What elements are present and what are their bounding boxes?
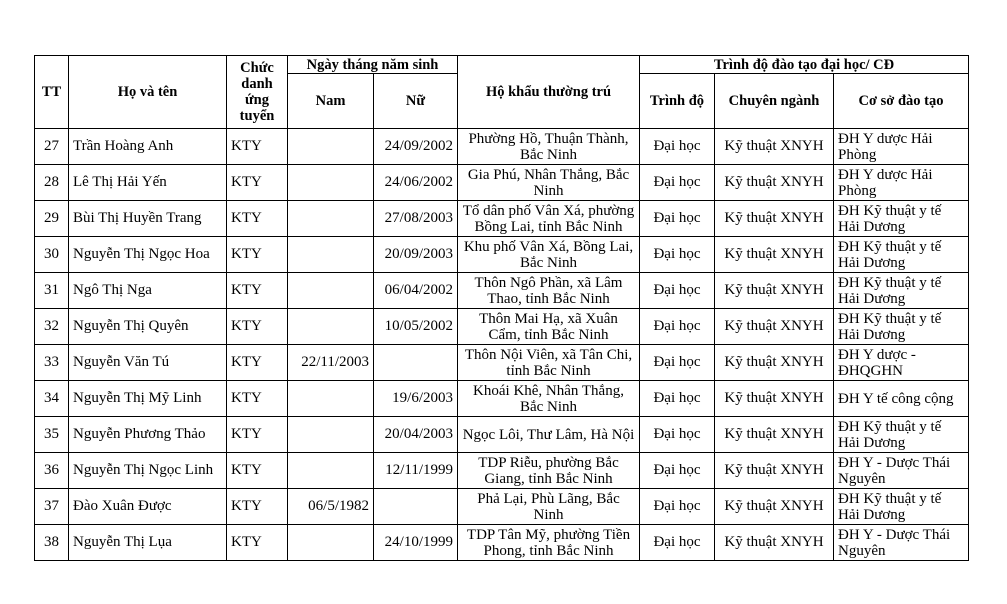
- cell-address: TDP Tân Mỹ, phường Tiền Phong, tỉnh Bắc Ninh: [458, 525, 640, 561]
- cell-tt: 37: [35, 489, 69, 525]
- header-position: Chức danh ứng tuyển: [227, 56, 288, 129]
- cell-name: Nguyễn Thị Ngọc Hoa: [69, 237, 227, 273]
- table-row: [35, 129, 969, 165]
- cell-school: ĐH Y - Dược Thái Nguyên: [834, 453, 969, 489]
- cell-dob-male: [288, 309, 374, 345]
- cell-tt: 28: [35, 165, 69, 201]
- cell-position: KTY: [227, 417, 288, 453]
- cell-address: Khu phố Vân Xá, Bồng Lai, Bắc Ninh: [458, 237, 640, 273]
- header-edu-group: Trình độ đào tạo đại học/ CĐ: [640, 56, 969, 74]
- cell-address: Khoái Khê, Nhân Thắng, Bắc Ninh: [458, 381, 640, 417]
- table-row: [35, 453, 969, 489]
- header-dob-group: Ngày tháng năm sinh: [288, 56, 458, 74]
- header-major: Chuyên ngành: [715, 74, 834, 129]
- cell-address: Gia Phú, Nhân Thắng, Bắc Ninh: [458, 165, 640, 201]
- cell-level: Đại học: [640, 489, 715, 525]
- cell-dob-female: [374, 489, 458, 525]
- cell-level: Đại học: [640, 381, 715, 417]
- cell-major: Kỹ thuật XNYH: [715, 309, 834, 345]
- header-tt: TT: [35, 56, 69, 129]
- cell-address: Thôn Nội Viên, xã Tân Chi, tỉnh Bắc Ninh: [458, 345, 640, 381]
- cell-name: Nguyễn Thị Quyên: [69, 309, 227, 345]
- cell-address: Thôn Mai Hạ, xã Xuân Cẩm, tỉnh Bắc Ninh: [458, 309, 640, 345]
- cell-dob-male: [288, 129, 374, 165]
- cell-major: Kỹ thuật XNYH: [715, 525, 834, 561]
- cell-dob-male: [288, 381, 374, 417]
- header-name: Họ và tên: [69, 56, 227, 129]
- cell-position: KTY: [227, 273, 288, 309]
- cell-tt: 30: [35, 237, 69, 273]
- table-row: [35, 165, 969, 201]
- cell-tt: 29: [35, 201, 69, 237]
- cell-name: Ngô Thị Nga: [69, 273, 227, 309]
- cell-dob-female: 24/06/2002: [374, 165, 458, 201]
- cell-dob-male: [288, 273, 374, 309]
- cell-major: Kỹ thuật XNYH: [715, 453, 834, 489]
- cell-tt: 36: [35, 453, 69, 489]
- cell-level: Đại học: [640, 345, 715, 381]
- cell-major: Kỹ thuật XNYH: [715, 165, 834, 201]
- candidate-table: [34, 55, 969, 561]
- cell-dob-female: 20/04/2003: [374, 417, 458, 453]
- cell-school: ĐH Kỹ thuật y tế Hải Dương: [834, 489, 969, 525]
- cell-address: Phường Hồ, Thuận Thành, Bắc Ninh: [458, 129, 640, 165]
- cell-level: Đại học: [640, 165, 715, 201]
- cell-school: ĐH Kỹ thuật y tế Hải Dương: [834, 309, 969, 345]
- cell-school: ĐH Kỹ thuật y tế Hải Dương: [834, 237, 969, 273]
- header-address: Hộ khẩu thường trú: [458, 56, 640, 129]
- cell-level: Đại học: [640, 525, 715, 561]
- cell-dob-female: 10/05/2002: [374, 309, 458, 345]
- cell-position: KTY: [227, 489, 288, 525]
- cell-address: Phả Lại, Phù Lãng, Bắc Ninh: [458, 489, 640, 525]
- table-row: [35, 525, 969, 561]
- cell-name: Nguyễn Phương Thảo: [69, 417, 227, 453]
- cell-dob-female: [374, 345, 458, 381]
- table-row: [35, 309, 969, 345]
- cell-position: KTY: [227, 237, 288, 273]
- cell-name: Nguyễn Thị Mỹ Linh: [69, 381, 227, 417]
- cell-school: ĐH Y dược Hải Phòng: [834, 129, 969, 165]
- cell-position: KTY: [227, 345, 288, 381]
- header-dob-male: Nam: [288, 74, 374, 129]
- header-school: Cơ sở đào tạo: [834, 74, 969, 129]
- cell-major: Kỹ thuật XNYH: [715, 345, 834, 381]
- table-body: [35, 129, 969, 561]
- cell-name: Nguyễn Thị Ngọc Linh: [69, 453, 227, 489]
- cell-tt: 32: [35, 309, 69, 345]
- cell-school: ĐH Y dược - ĐHQGHN: [834, 345, 969, 381]
- table-row: [35, 489, 969, 525]
- header-level: Trình độ: [640, 74, 715, 129]
- table-row: [35, 345, 969, 381]
- cell-dob-female: 24/09/2002: [374, 129, 458, 165]
- table-row: [35, 381, 969, 417]
- cell-dob-male: [288, 417, 374, 453]
- cell-address: TDP Riễu, phường Bắc Giang, tỉnh Bắc Ninh: [458, 453, 640, 489]
- cell-dob-female: 06/04/2002: [374, 273, 458, 309]
- cell-position: KTY: [227, 453, 288, 489]
- cell-school: ĐH Y tế công cộng: [834, 381, 969, 417]
- cell-major: Kỹ thuật XNYH: [715, 417, 834, 453]
- cell-dob-male: [288, 525, 374, 561]
- cell-tt: 34: [35, 381, 69, 417]
- cell-name: Bùi Thị Huyền Trang: [69, 201, 227, 237]
- cell-address: Ngọc Lôi, Thư Lâm, Hà Nội: [458, 417, 640, 453]
- cell-level: Đại học: [640, 237, 715, 273]
- table-row: [35, 237, 969, 273]
- cell-tt: 35: [35, 417, 69, 453]
- header-dob-female: Nữ: [374, 74, 458, 129]
- cell-dob-female: 27/08/2003: [374, 201, 458, 237]
- cell-level: Đại học: [640, 273, 715, 309]
- cell-name: Nguyễn Văn Tú: [69, 345, 227, 381]
- cell-level: Đại học: [640, 309, 715, 345]
- cell-position: KTY: [227, 309, 288, 345]
- cell-tt: 33: [35, 345, 69, 381]
- cell-level: Đại học: [640, 453, 715, 489]
- cell-dob-male: [288, 237, 374, 273]
- cell-name: Nguyễn Thị Lụa: [69, 525, 227, 561]
- cell-school: ĐH Kỹ thuật y tế Hải Dương: [834, 201, 969, 237]
- table-row: [35, 273, 969, 309]
- cell-school: ĐH Kỹ thuật y tế Hải Dương: [834, 273, 969, 309]
- cell-dob-female: 24/10/1999: [374, 525, 458, 561]
- cell-position: KTY: [227, 525, 288, 561]
- cell-major: Kỹ thuật XNYH: [715, 489, 834, 525]
- cell-dob-male: 06/5/1982: [288, 489, 374, 525]
- cell-name: Lê Thị Hải Yến: [69, 165, 227, 201]
- cell-position: KTY: [227, 201, 288, 237]
- cell-major: Kỹ thuật XNYH: [715, 273, 834, 309]
- cell-position: KTY: [227, 165, 288, 201]
- cell-school: ĐH Kỹ thuật y tế Hải Dương: [834, 417, 969, 453]
- cell-major: Kỹ thuật XNYH: [715, 201, 834, 237]
- cell-major: Kỹ thuật XNYH: [715, 129, 834, 165]
- cell-school: ĐH Y - Dược Thái Nguyên: [834, 525, 969, 561]
- cell-school: ĐH Y dược Hải Phòng: [834, 165, 969, 201]
- cell-name: Trần Hoàng Anh: [69, 129, 227, 165]
- table-header: [35, 56, 969, 129]
- cell-dob-male: [288, 165, 374, 201]
- table-row: [35, 201, 969, 237]
- cell-dob-female: 12/11/1999: [374, 453, 458, 489]
- cell-tt: 38: [35, 525, 69, 561]
- cell-major: Kỹ thuật XNYH: [715, 381, 834, 417]
- cell-dob-female: 20/09/2003: [374, 237, 458, 273]
- cell-address: Thôn Ngô Phần, xã Lâm Thao, tỉnh Bắc Ninh: [458, 273, 640, 309]
- cell-dob-female: 19/6/2003: [374, 381, 458, 417]
- cell-dob-male: 22/11/2003: [288, 345, 374, 381]
- cell-dob-male: [288, 201, 374, 237]
- table-row: [35, 417, 969, 453]
- cell-level: Đại học: [640, 417, 715, 453]
- cell-level: Đại học: [640, 201, 715, 237]
- cell-level: Đại học: [640, 129, 715, 165]
- cell-major: Kỹ thuật XNYH: [715, 237, 834, 273]
- cell-name: Đào Xuân Được: [69, 489, 227, 525]
- cell-address: Tổ dân phố Vân Xá, phường Bồng Lai, tỉnh Bắc Ninh: [458, 201, 640, 237]
- cell-dob-male: [288, 453, 374, 489]
- cell-position: KTY: [227, 129, 288, 165]
- cell-tt: 27: [35, 129, 69, 165]
- cell-tt: 31: [35, 273, 69, 309]
- cell-position: KTY: [227, 381, 288, 417]
